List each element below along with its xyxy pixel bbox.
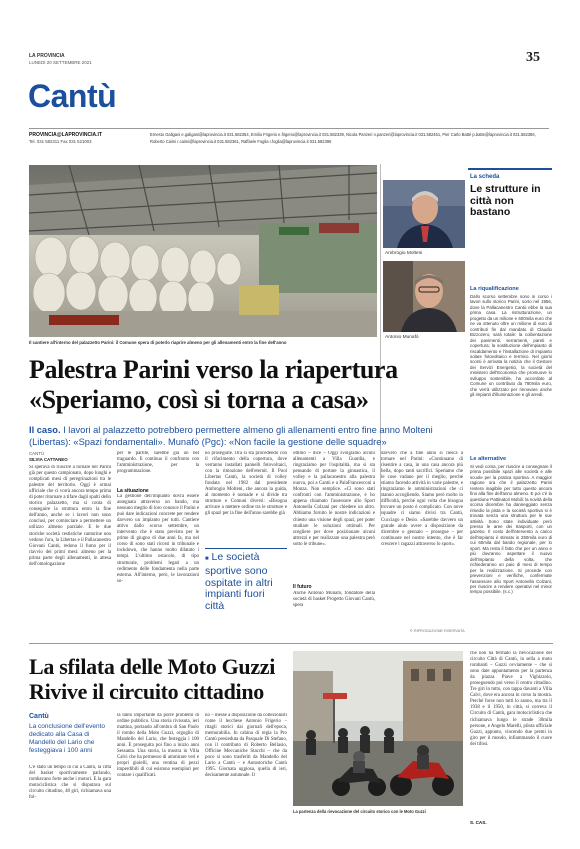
lead-headline-line-2: «Speriamo, così si torna a casa»	[29, 385, 369, 414]
second-column-2: la tanto importante da porre problemi di ordine pubblico. Una storia rivissuta, ieri mattina, portando all'ombra di San Paolo il rombo della Moto Guzzi, orgoglio di Mandello del Lario, che festeggia i 100 anni. E proseguita poi fino a inizio anni Sessanta. Una storia, la mostra in Villa Calvi che ha permesso di ammirare veri e propri gioielli, una ventina di pezzi imperdibili di cui esistono esemplari per contare i qualificati.	[117, 713, 199, 779]
munafo-photo	[383, 261, 465, 332]
lead-subheading-future: Il futuro	[293, 584, 312, 590]
second-column-1: C'è stato un tempo in cui a Cantù, la città del basket sportivamente parlando, rombavano forte anche i motori. E la gara motociclistica che si disputava sul circuito cittadino, 48 giri, richiamava una fol-	[29, 765, 111, 801]
second-label: Cantù	[29, 713, 49, 720]
contact-phone: Tel. 031 582311 Fax 031 521003	[29, 139, 92, 144]
lead-column-4: ottimo – dice – Oggi svolgiamo alcuni allenamenti a Villa Guardia, e ringraziamo per l'ospitalità, ma si sta pensando di portare la ginnastica, il volley e la pallacanestro alla palestra nuova, poi a Cantù e a PalaFrancesconi a Monza. Non semplice. «Ci sono stati confronti con l'amministrazione, e ho appena chiamato l'assessore allo Sport Antonella Colzani per chiedere un altro. Abbiamo fornito le nostre indicazioni e chiesto una visione degli spazi, per poter studiare le soluzioni ottimali. Per scegliere per dove posizionare alcuni attrezzi e per realizzare una palestra però sotto le tribune».	[293, 451, 375, 547]
lead-headline-line-1: Palestra Parini verso la riapertura	[29, 355, 398, 384]
sidebar-text-renovation: Dallo scorso settembre sono in corso i lavori sullo storico Parini, sorto nel 1956, dove la Pallacanestro Cantù ebbe la sua prima casa. La ristrutturazione, un progetto da un milione e 600mila euro che ne va ottenuto oltre un milione di euro di contributi fin dal mandato di Claudio Bizzozero, sarà totale: la coibentazione dei pavimenti, serramenti, pareti e copertura; la sostituzione dell'impianto di riscaldamento e l'installazione di impianto solare fotovoltaico e termico. Nel giorni scorsi è arrivata la notizia che il Gestore dei Servizi Energetici, la società del ministero dell'Economia che promuove lo sviluppo sostenibile, ha accordato al Comune un contributo da 780mila euro, che verrà utilizzato per rinnovare anche gli impianti d'illuminazione e gli arredi.	[470, 294, 552, 398]
lead-summary	[29, 424, 465, 448]
page-number: 35	[526, 50, 540, 65]
pull-quote-rule	[205, 548, 287, 549]
sidebar-kicker: La scheda	[470, 174, 500, 180]
pull-quote-bullet-icon: ■	[205, 556, 209, 562]
article-separator	[29, 643, 553, 644]
lead-summary-label: Il caso.	[29, 425, 61, 435]
paper-name: LA PROVINCIA	[29, 53, 65, 59]
sidebar-title: Le strutture in città non bastano	[470, 183, 541, 218]
second-headline-line-2: Rivive il circuito cittadino	[29, 679, 264, 704]
dateline-place: CANTÙ	[29, 451, 45, 456]
lead-column-5: davvero che a fine anno si riesca a tornare nel Parini: «Continuano di risentire a casa, in una casa ancora più bella, dopo tanti sacrifici. Speriamo che le cose vadano per il meglio, perché stiamo facendo attività in varie palestre, e ringraziamo le amministrazioni che ci stanno accogliendo. Siamo però molto in difficoltà, perché ogni volta che bisogna trovare un posto è complicato. Con nove squadre ci siamo divisi tra Cantù, Cucciago e Desio. «Sarebbe davvero un grande aiuto avere a disposizione da dicembre o gennaio – prosegue – per continuare nel nostro intento, che è far crescere i ragazzi attraverso lo sport».	[381, 451, 463, 547]
byline: SILVIA CATTANEO	[29, 457, 68, 462]
staff-contacts-1: Ernesto Galigani e.galigani@laprovincia.it 031.582354, Emilio Frigerio e.frigerio@laprovincia.it 031.582339, Nicola Panzeri n.panzeri@laprovincia.it 031.582451, Pier Carlo Batté p.batte@laprovincia.it 031.582386,	[150, 132, 536, 137]
munafo-portrait	[383, 261, 465, 332]
lead-column-2-intro: per le partite, sarebbe già un bel traguardo. Il continuo il confronto con l'amministrazione, per la programmazione.	[117, 451, 199, 475]
lead-column-1: Si sperava di riuscire a tornare nel Parini già per questo campionato, dopo lunghi e complicati mesi di peregrinazioni tra le palestre del territorio. Oggi è ormai ufficiale che ci vorrà ancora tempo prima di poter ritornare a tifare dagli spalti dello storico palazzetto, ma si conta di conseguire la struttura entro la fine dell'anno, anche se i lavori non sono conclusi, per cominciare a permettere un utilizzo almeno parziale. E le due storiche società cestistiche canturine non vedono l'ora, la Libertas e il Pallacanestro Giovani Cantù, redono il fumo per il riavvio dei primi mesi: almeno per la prima parte degli allenamenti, in attesa dell'omologazione	[29, 465, 111, 567]
header-rule	[29, 128, 549, 129]
molteni-photo-caption: Ambrogio Molteni	[385, 251, 423, 256]
moto-guzzi-photo	[293, 651, 463, 806]
molteni-photo	[383, 180, 465, 248]
arena-construction-illustration	[29, 165, 377, 337]
copyright-credit: © RIPRODUZIONE RISERVATA	[410, 629, 465, 633]
moto-guzzi-parade-illustration	[293, 651, 463, 806]
second-headline-line-1: La sfilata delle Moto Guzzi	[29, 654, 276, 679]
lead-subheading-situation: La situazione	[117, 488, 149, 494]
molteni-portrait	[383, 180, 465, 248]
lead-column-2-body: La gestione dell'impianto dovrà essere assegnata attraverso un bando, ma nessuno meglio di loro conosce il Parini e può dare indicazioni concrete per rendere davvero un impianto per tutti. Cantiere attivo dallo scorso settembre, un intervento che è stato previsto per le prime di giugno di due anni fa, ma nel corso di sono stati ricorsi in tribunale e lockdown, che hanno molto dilatato i tempi. L'ultimo ostacolo, di tipo strutturale, problemi legati a un cedimento delle fondamenta nella parte esterna. All'interno, però, le lavorazioni so-	[117, 494, 199, 584]
publication-date: LUNEDÌ 20 SETTEMBRE 2021	[29, 60, 92, 65]
pull-quote	[205, 552, 285, 613]
second-column-4: che non ha fermato la rievocazione del circuito Città di Cantù, in sella a moto rombanti – Guzzi ovviamente – che si sono date appuntamento per la partenza da piazza Piave a Vighizzolo, proseguendo poi verso il centro cittadino. Tre giri in tutto, con tappa davanti a Villa Calvi, dove era ancora in corso la mostra. Perché forse non tutti lo sanno, ma tra il 1938 e il 1950, in città, si correva il Circuito di Cantù, gara motociclistica che richiamava lungo le strade 30mila persone, e Angelo Marelli, pilota ufficiale Guzzi, appunto, vincendo due premi in giro per il mondo, infiammando il cuore dei tifosi.	[470, 651, 552, 747]
arena-photo-caption: Il cantiere all'interno del palazzetto Parini: il Comune spera di poterlo riaprire almeno per gli allenamenti entro la fine dell'anno	[29, 340, 287, 345]
lead-column-3: no proseguite. Ora si sta procedendo con il rifacimento della copertura, dove verranno installati pannelli fotovoltaici, con la rimozione dell'eternit. Il Pool Libertas Cantù, la società di volley fondata nel 1982 dal presidente Ambrogio Molteni, che ancora la guida, al momento è nomade e si divide tra strutture e Comuni diversi: «Bisogna arrivare a mettere ordine tra le strutture e gli spazi per la fine dell'anno sarebbe già	[205, 451, 287, 517]
sidebar-subtitle-renovation: La riqualificazione	[470, 286, 519, 292]
munafo-photo-caption: Antonio Munafò	[385, 335, 419, 340]
arena-construction-photo	[29, 165, 377, 337]
sidebar-text-alternatives: Si vedi corsa, per riuscire a consegnare il prima possibile spazi alle società e alle scuole per la pratica sportiva. A maggior ragione ora che il palazzetto Parini restera inagibile per tutto questo ancora fino alla fine dell'anno almeno. E poi c'è la questione Pattinatori Mobili: la novità della scorsa dicembre ha danneggiato senza rimedio la pista e la società sportiva si è trovata senza una struttura per le sue attività. Sono state individuate però presso le aree dei trasporti, con un gazebo. Il costo dell'intervento a carico dell'impianto è stimato in 250mila euro di cui 60mila dal bando regionale, per lo sport. Ma resta il fatto che per un anno e più dovranno aspettare il nuovo dell'impianto della volta, che richiederanno un paio di mesi di tempo per la realizzazione. Si procede con prevenzioni e verifiche, confermate l'assessore allo Sport Antonella Colzani, per riuscire a rendere operativi nel minor tempo possibile. (s.c.)	[470, 464, 552, 595]
sidebar-subtitle-alternatives: Le alternative	[470, 456, 507, 462]
sidebar-top-rule	[468, 168, 552, 170]
lead-column-4-end: Anche Antonio Munafò, fondatore della società di basket Progetto Giovani Cantù, spera	[293, 591, 375, 609]
second-column-3: no – messe a disposizione da collezionisti come il lecchese Antonio Frigerio – ritagli storici dai giornali dell'epoca, memorabilia. In cabina di regia la Pro Cantù presieduta da Pasquale Di Stefano, con il contributo di Roberto Bellasio, Officine Meccaniche Stacchi – che da poco si sono trasferiti da Mandello del Lario a Cantù – e Autostoriche Cantù 1995. Giornata uggiosa, quella di ieri, decisamente autunnale. Il	[205, 713, 287, 779]
lead-column-2	[117, 451, 199, 635]
second-deck: La conclusione dell'evento dedicato alla Casa di Mandello del Lario che festeggiava i 100 anni	[29, 723, 106, 754]
moto-guzzi-photo-caption: La partenza della rievocazione del circuito storico con le Moto Guzzi	[293, 809, 426, 814]
pull-quote-text: Le società sportive sono ospitate in altri impianti fuori città	[205, 551, 273, 613]
section-title: Cantù	[28, 78, 117, 114]
contact-email: PROVINCIA@LAPROVINCIA.IT	[29, 132, 102, 138]
second-signature: S. CAS.	[470, 820, 487, 825]
staff-contacts-2: Roberto Caimi r.caimi@laprovincia.it 031.582361, Raffaele Foglia r.foglia@laprovincia.it 031.582396	[150, 139, 332, 144]
lead-summary-text: I lavori al palazzetto potrebbero permettere almeno gli allenamenti entro fine anno Molteni (Libertas): «Spazi fondamentali». Munafò (Pgc): «Non facile la gestione delle squadre»	[29, 425, 433, 447]
